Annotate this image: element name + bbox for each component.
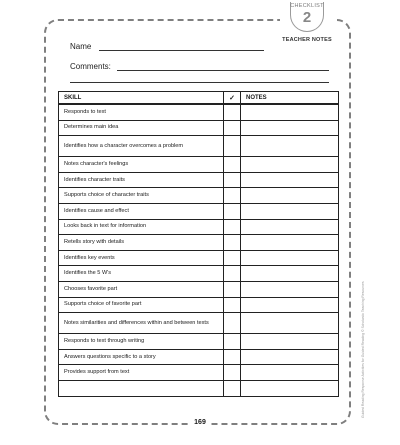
skill-cell: Looks back in text for information [59, 219, 224, 235]
notes-cell[interactable] [241, 172, 339, 188]
table-row [59, 203, 339, 219]
check-cell[interactable] [224, 281, 241, 297]
notes-cell[interactable] [241, 313, 339, 334]
badge-subtitle: TEACHER NOTES [282, 37, 332, 43]
notes-cell[interactable] [241, 157, 339, 173]
notes-cell[interactable] [241, 266, 339, 282]
notes-cell[interactable] [241, 365, 339, 381]
notes-cell[interactable] [241, 188, 339, 204]
table-header-row [59, 92, 339, 105]
check-cell[interactable] [224, 297, 241, 313]
table-row [59, 266, 339, 282]
check-cell[interactable] [224, 235, 241, 251]
check-cell[interactable] [224, 266, 241, 282]
badge-number: 2 [302, 9, 312, 26]
comments-field-line-2[interactable] [70, 82, 329, 83]
skill-cell: Notes character's feelings [59, 157, 224, 173]
skill-cell: Responds to text through writing [59, 334, 224, 350]
skill-cell: Identifies cause and effect [59, 203, 224, 219]
table-row [59, 365, 339, 381]
comments-label: Comments: [70, 62, 111, 71]
name-label: Name [70, 42, 92, 51]
notes-header: NOTES [241, 92, 339, 105]
check-cell[interactable] [224, 219, 241, 235]
skill-cell: Provides support from text [59, 365, 224, 381]
skill-cell: Supports choice of favorite part [59, 297, 224, 313]
check-cell[interactable] [224, 313, 241, 334]
table-row [59, 235, 339, 251]
table-row [59, 334, 339, 350]
notes-cell[interactable] [241, 104, 339, 120]
skill-cell[interactable] [59, 380, 224, 396]
notes-cell[interactable] [241, 235, 339, 251]
skill-cell: Supports choice of character traits [59, 188, 224, 204]
table-row [59, 281, 339, 297]
notes-cell[interactable] [241, 136, 339, 157]
badge-word: CHECKLIST [290, 3, 324, 9]
table-row [59, 313, 339, 334]
notes-cell[interactable] [241, 281, 339, 297]
name-field[interactable] [99, 50, 264, 51]
check-cell[interactable] [224, 157, 241, 173]
table-row [59, 172, 339, 188]
notes-cell[interactable] [241, 120, 339, 136]
skill-cell: Retells story with details [59, 235, 224, 251]
check-cell[interactable] [224, 120, 241, 136]
skill-cell: Answers questions specific to a story [59, 349, 224, 365]
check-cell[interactable] [224, 172, 241, 188]
page-number: 169 [189, 419, 211, 429]
table-row [59, 380, 339, 396]
skill-cell: Chooses favorite part [59, 281, 224, 297]
check-cell[interactable] [224, 380, 241, 396]
comments-field-line-1[interactable] [117, 70, 329, 71]
notes-cell[interactable] [241, 334, 339, 350]
skills-table [58, 91, 339, 397]
check-cell[interactable] [224, 104, 241, 120]
check-cell[interactable] [224, 365, 241, 381]
notes-cell[interactable] [241, 297, 339, 313]
table-row [59, 250, 339, 266]
table-row [59, 219, 339, 235]
copyright-text: Guided Reading Response Activities for Guided Reading © Scholastic Teaching Resources [361, 281, 365, 418]
notes-cell[interactable] [241, 250, 339, 266]
skill-cell: Identifies character traits [59, 172, 224, 188]
table-row [59, 297, 339, 313]
table-row [59, 349, 339, 365]
check-cell[interactable] [224, 349, 241, 365]
check-cell[interactable] [224, 188, 241, 204]
skill-header: SKILL [59, 92, 224, 105]
skill-cell: Identifies key events [59, 250, 224, 266]
skill-cell: Identifies the 5 W's [59, 266, 224, 282]
table-row [59, 120, 339, 136]
copyright-sidebar [361, 240, 369, 418]
notes-cell[interactable] [241, 219, 339, 235]
table-row [59, 188, 339, 204]
skill-cell: Notes similarities and differences within and between texts [59, 313, 224, 334]
check-header: ✓ [224, 92, 241, 105]
check-cell[interactable] [224, 136, 241, 157]
skill-cell: Determines main idea [59, 120, 224, 136]
notes-cell[interactable] [241, 349, 339, 365]
check-cell[interactable] [224, 203, 241, 219]
skill-cell: Responds to text [59, 104, 224, 120]
notes-cell[interactable] [241, 380, 339, 396]
table-row [59, 157, 339, 173]
notes-cell[interactable] [241, 203, 339, 219]
table-row [59, 136, 339, 157]
checklist-badge [280, 0, 334, 44]
check-cell[interactable] [224, 250, 241, 266]
skill-cell: Identifies how a character overcomes a problem [59, 136, 224, 157]
table-row [59, 104, 339, 120]
check-cell[interactable] [224, 334, 241, 350]
